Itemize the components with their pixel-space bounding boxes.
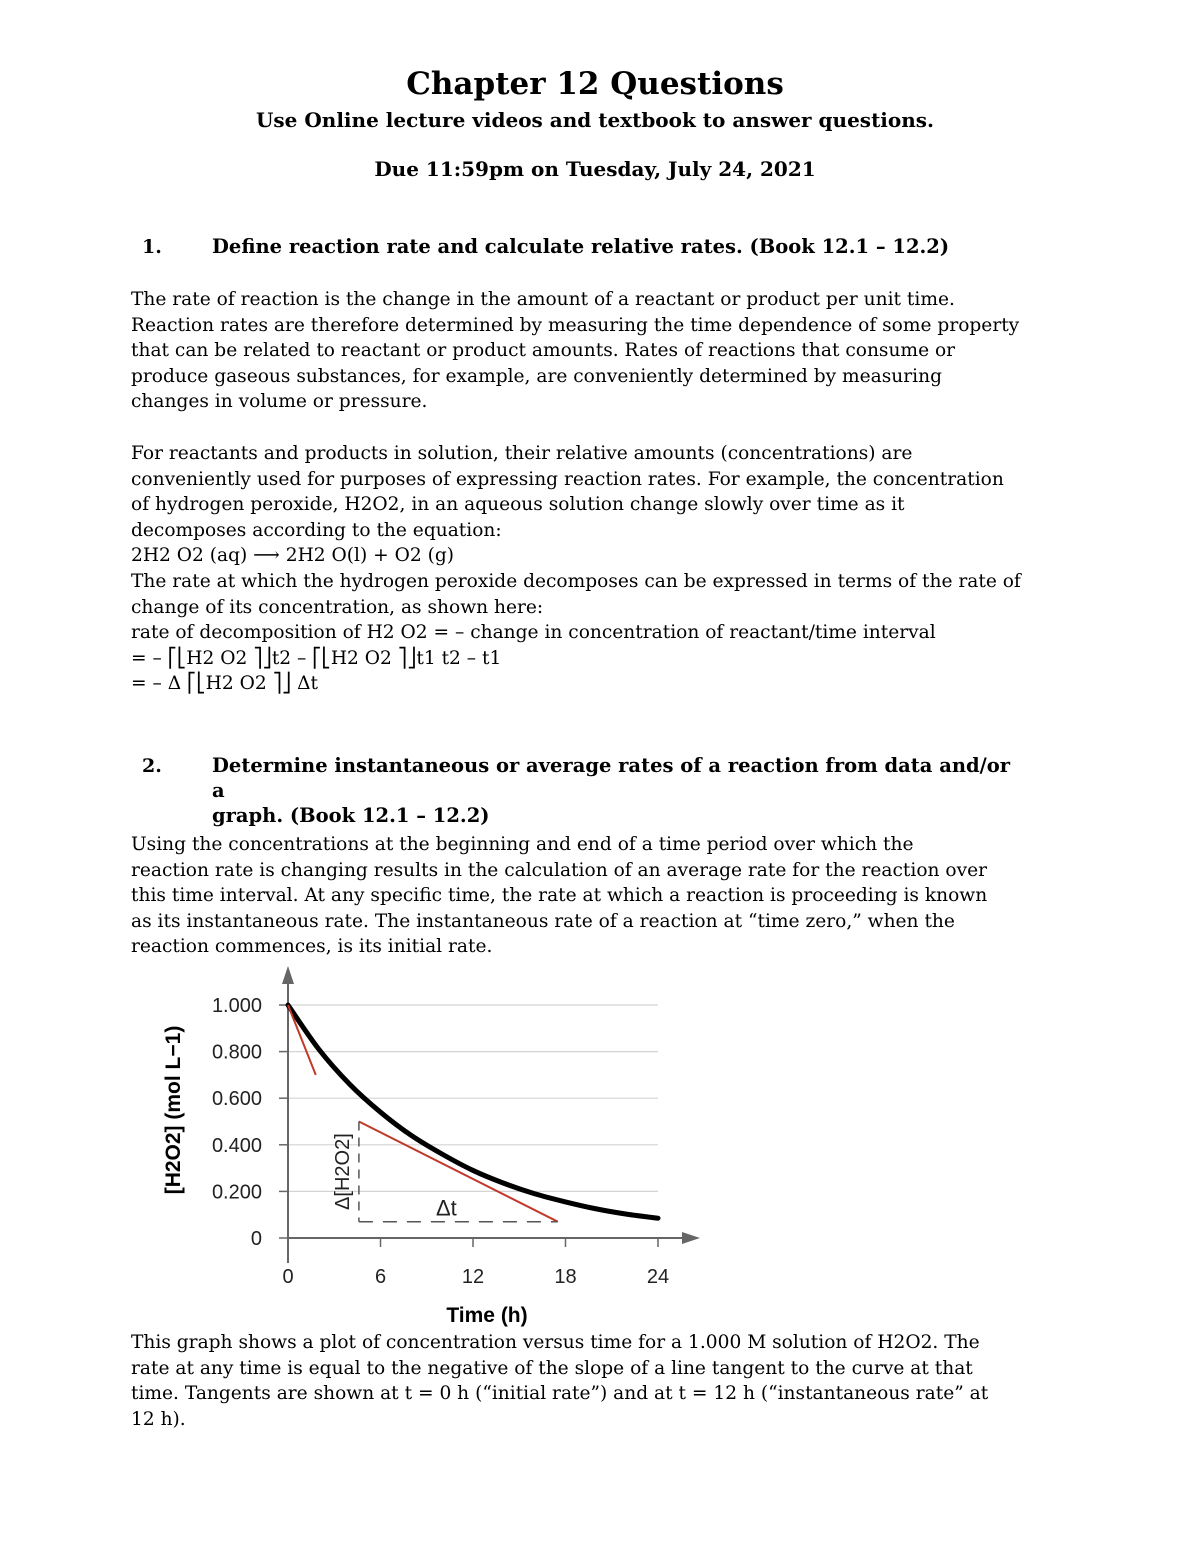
text-line: of hydrogen peroxide, H2O2, in an aqueous solution change slowly over time as it: [131, 494, 905, 516]
y-axis-arrow: [282, 966, 294, 984]
annotations: [332, 1122, 558, 1222]
text-line: For reactants and products in solution, their relative amounts (concentrations) are: [131, 443, 913, 464]
y-tick-label: 0.400: [211, 1134, 262, 1157]
question-2-text: [212, 753, 1012, 828]
text-line: as its instantaneous rate. The instantaneous rate of a reaction at “time zero,” when the: [131, 910, 955, 932]
x-tick-label: 18: [554, 1266, 577, 1288]
page-subtitle: Use Online lecture videos and textbook to answer questions.: [255, 108, 935, 132]
question-2-number: 2.: [142, 755, 162, 777]
text-line: change of its concentration, as shown here:: [131, 596, 544, 618]
x-tick-label: 0: [282, 1266, 294, 1288]
x-tick-label: 6: [374, 1266, 387, 1288]
text-line: decomposes according to the equation:: [131, 519, 502, 541]
question-2-answer-paragraph-2: [131, 1330, 1071, 1432]
x-tick-label: 12: [461, 1266, 485, 1288]
delta-t-label: Δt: [435, 1195, 457, 1221]
question-1-answer-paragraph-1: [131, 287, 1071, 415]
equation-line: rate of decomposition of H2 O2 = – change in concentration of reactant/time interval: [131, 622, 936, 644]
text-line: This graph shows a plot of concentration versus time for a 1.000 M solution of H2O2. The: [131, 1332, 980, 1353]
question-1-text: Define reaction rate and calculate relative rates. (Book 12.1 – 12.2): [212, 235, 950, 258]
text-line: conveniently used for purposes of expressing reaction rates. For example, the concentration: [131, 468, 1004, 490]
y-tick-label: 0.600: [211, 1088, 262, 1111]
text-line: Using the concentrations at the beginning and end of a time period over which the: [131, 834, 914, 855]
x-axis-label: Time (h): [446, 1304, 528, 1327]
y-tick-label: 1.000: [211, 995, 262, 1017]
text-line: produce gaseous substances, for example, are conveniently determined by measuring: [131, 365, 942, 387]
x-tick-label: 24: [646, 1266, 670, 1288]
text-line: reaction rate is changing results in the calculation of an average rate for the reaction over: [131, 859, 987, 881]
due-date: Due 11:59pm on Tuesday, July 24, 2021: [374, 157, 816, 181]
y-axis-label: [H2O2] (mol L−1): [162, 1025, 185, 1195]
question-1-number: 1.: [142, 236, 162, 258]
y-tick-label: 0: [250, 1228, 262, 1250]
question-2-answer-paragraph-1: [131, 832, 1071, 960]
question-1-answer-paragraph-2: [131, 441, 1071, 697]
page-title: Chapter 12 Questions: [406, 66, 784, 102]
text-line: rate at any time is equal to the negative of the slope of a line tangent to the curve at that: [131, 1357, 973, 1379]
x-axis-arrow: [682, 1232, 700, 1244]
text-line: time. Tangents are shown at t = 0 h (“initial rate”) and at t = 12 h (“instantaneous rate” at: [131, 1383, 989, 1405]
tick-labels: [212, 995, 669, 1288]
axes: [279, 966, 700, 1263]
y-tick-label: 0.800: [211, 1041, 262, 1064]
text-line: Reaction rates are therefore determined by measuring the time dependence of some property: [131, 314, 1020, 336]
text-line: The rate at which the hydrogen peroxide decomposes can be expressed in terms of the rate of: [131, 570, 1021, 592]
concentration-time-chart: [150, 960, 720, 1335]
delta-conc-label: Δ[H2O2]: [331, 1133, 354, 1210]
y-tick-label: 0.200: [211, 1181, 262, 1204]
text-line: this time interval. At any specific time, the rate at which a reaction is proceeding is known: [131, 885, 988, 907]
text-line: reaction commences, is its initial rate.: [131, 936, 493, 958]
text-line: 12 h).: [131, 1408, 186, 1430]
equation-line: 2H2 O2 (aq) ⟶ 2H2 O(l) + O2 (g): [131, 545, 455, 567]
equation-line: = – Δ ⎡⎣H2 O2 ⎤⎦ Δt: [131, 673, 318, 695]
question-2-text-line-1: Determine instantaneous or average rates of a reaction from data and/or a: [212, 754, 1011, 802]
text-line: that can be related to reactant or product amounts. Rates of reactions that consume or: [131, 340, 956, 362]
text-line: changes in volume or pressure.: [131, 391, 428, 413]
text-line: The rate of reaction is the change in the amount of a reactant or product per unit time.: [131, 289, 955, 310]
tangent-line: [359, 1122, 558, 1222]
equation-line: = – ⎡⎣H2 O2 ⎤⎦t2 – ⎡⎣H2 O2 ⎤⎦t1 t2 – t1: [131, 647, 502, 669]
question-2-text-line-2: graph. (Book 12.1 – 12.2): [212, 804, 490, 827]
